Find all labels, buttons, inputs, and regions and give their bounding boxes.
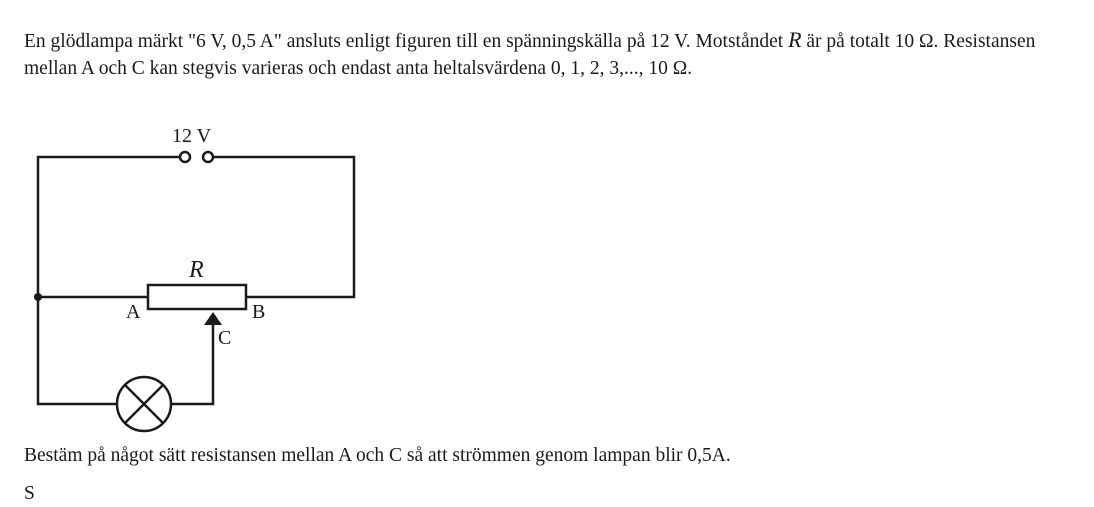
source-voltage-label: 12 V bbox=[172, 125, 212, 147]
node-b-label: B bbox=[252, 301, 266, 323]
resistor-variable: R bbox=[788, 27, 802, 52]
intro-text-part1: En glödlampa märkt "6 V, 0,5 A" ansluts enligt figuren till en spänningskälla på 12 V. Motståndet bbox=[24, 31, 789, 52]
intro-text-part2: är på totalt 10 Ω. Resistansen mellan A och C kan stegvis varieras och endast anta heltalsvärdena 0, 1, 2, 3,..., 10 Ω. bbox=[24, 31, 1036, 79]
next-line-text: S bbox=[24, 483, 35, 504]
node-c-label: C bbox=[218, 327, 232, 349]
question-text: Bestäm på något sätt resistansen mellan A och C så att strömmen genom lampan blir 0,5A. bbox=[24, 445, 731, 466]
source-terminal-right bbox=[203, 152, 213, 162]
slider-arrow-c bbox=[204, 312, 222, 325]
resistor-r bbox=[148, 285, 246, 309]
node-a-label: A bbox=[126, 301, 141, 323]
lamp-symbol bbox=[117, 377, 171, 431]
junction-node bbox=[34, 293, 42, 301]
source-terminal-left bbox=[180, 152, 190, 162]
resistor-label: R bbox=[189, 257, 204, 283]
